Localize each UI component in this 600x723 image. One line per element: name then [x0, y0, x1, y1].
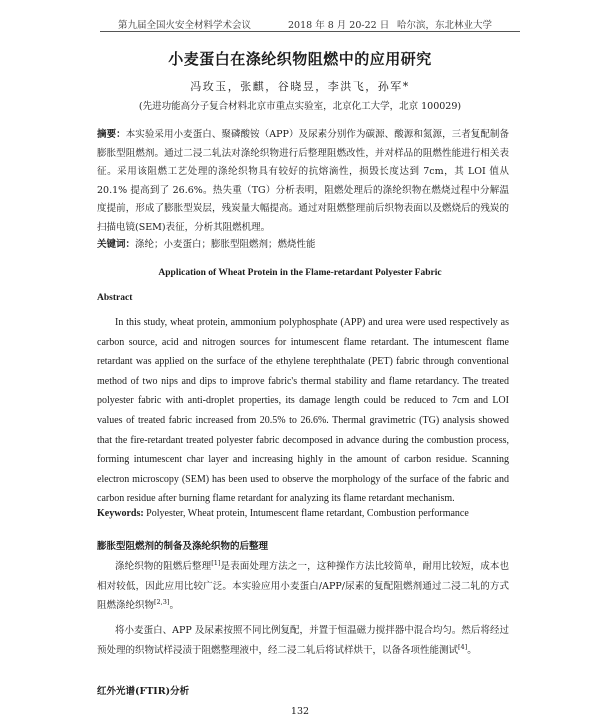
chinese-abstract-text: 本实验采用小麦蛋白、聚磷酸铵（APP）及尿素分别作为碳源、酸源和氮源，三者复配制备膨胀型阻燃剂。通过二浸二轧法对涤纶织物进行后整理阻燃改性，并对样品的阻燃性能进行相关表征。采用该阻燃工艺处理的涤纶织物具有较好的抗熔滴性，损毁长度达到 7cm，其 LOI 值从 20.1% 提高到了 26.6%。热失重（TG）分析表明，阻燃处理后的涤纶织物在燃烧过程中分解温度提前，形成了膨胀型炭层，残炭量大幅提高。通过对阻燃整理前后织物表面以及燃烧后的残炭的扫描电镜(SEM)表征，分析其阻燃机理。: [97, 129, 509, 233]
p1-text-end: 。: [169, 600, 179, 611]
p1-text-start: 涤纶织物的阻燃后整理: [115, 561, 212, 572]
page-number: 132: [290, 706, 310, 717]
header-date: 2018 年 8 月 20-22 日: [288, 20, 390, 31]
english-abstract-heading: Abstract: [97, 293, 133, 303]
citation-4: [4]: [458, 642, 468, 651]
english-keywords: [97, 505, 509, 524]
chinese-keywords: [97, 236, 509, 255]
paper-title: 小麦蛋白在涤纶织物阻燃中的应用研究: [168, 50, 432, 68]
author-list: 冯玫玉，张麒，谷晓昱，李洪飞，孙军*: [190, 80, 410, 93]
english-title: Application of Wheat Protein in the Flame-retardant Polyester Fabric: [158, 268, 442, 278]
affiliation: (先进功能高分子复合材料北京市重点实验室，北京化工大学，北京 100029): [138, 101, 462, 112]
p1-text-middle: 是表面处理方法之一，这种操作方法比较简单，耐用比较短，成本也相对较低，因此应用比较广泛。本实验应用小麦蛋白/APP/尿素的复配阻燃剂通过二浸二轧的方式阻燃涤纶织物: [97, 561, 509, 611]
running-header: [100, 17, 520, 32]
header-conference: 第九届全国火安全材料学术会议: [118, 20, 252, 31]
citation-2-3: [2,3]: [154, 597, 170, 606]
section-paragraph-2: [97, 621, 509, 660]
section-heading-preparation: 膨胀型阻燃剂的制备及涤纶织物的后整理: [97, 541, 269, 552]
section-paragraph-1: [97, 557, 509, 616]
chinese-keywords-text: 涤纶；小麦蛋白；膨胀型阻燃剂；燃烧性能: [135, 239, 316, 250]
p2-text-end: 。: [467, 644, 477, 656]
citation-1: [1]: [211, 558, 221, 567]
header-venue: 哈尔滨，东北林业大学: [397, 20, 493, 31]
english-abstract-text: In this study, wheat protein, ammonium polyphosphate (APP) and urea were used respectively as carbon source, acid and nitrogen sources for intumescent flame retardant. The intumescent flame retardant was applied on the surface of the ethylene terephthalate (PET) fabric through conventional method of two nips and dips to improve fabric's thermal stability and flame retardancy. The treated polyester fabric with anti-droplet properties, its damage length could be reduced to 7cm and LOI values of treated fabric increased from 20.5% to 26.6%. Thermal gravimetric (TG) analysis showed that the fire-retardant treated polyester fabric decomposed in advance during the combustion process, forming intumescent char layer and increasing highly in the amount of carbon residue. Scanning electron microscopy (SEM) has been used to observe the morphology of the surface of the fabric and carbon residue after burning flame retardant for analyzing its flame retardant mechanism.: [97, 317, 509, 505]
chinese-abstract: [97, 126, 509, 237]
p2-text-start: 将小麦蛋白、APP 及尿素按照不同比例复配，并置于恒温磁力搅拌器中混合均匀。然后将经过预处理的织物试样浸渍于阻燃整理液中，经二浸二轧后将试样烘干，以备各项性能测试: [97, 625, 509, 656]
chinese-keywords-label: 关键词：: [97, 239, 136, 250]
english-keywords-label: Keywords:: [97, 508, 144, 519]
chinese-abstract-label: 摘要：: [97, 129, 126, 140]
section-heading-ftir: 红外光谱(FTIR)分析: [97, 686, 190, 697]
english-keywords-text: Polyester, Wheat protein, Intumescent flame retardant, Combustion performance: [146, 508, 469, 519]
